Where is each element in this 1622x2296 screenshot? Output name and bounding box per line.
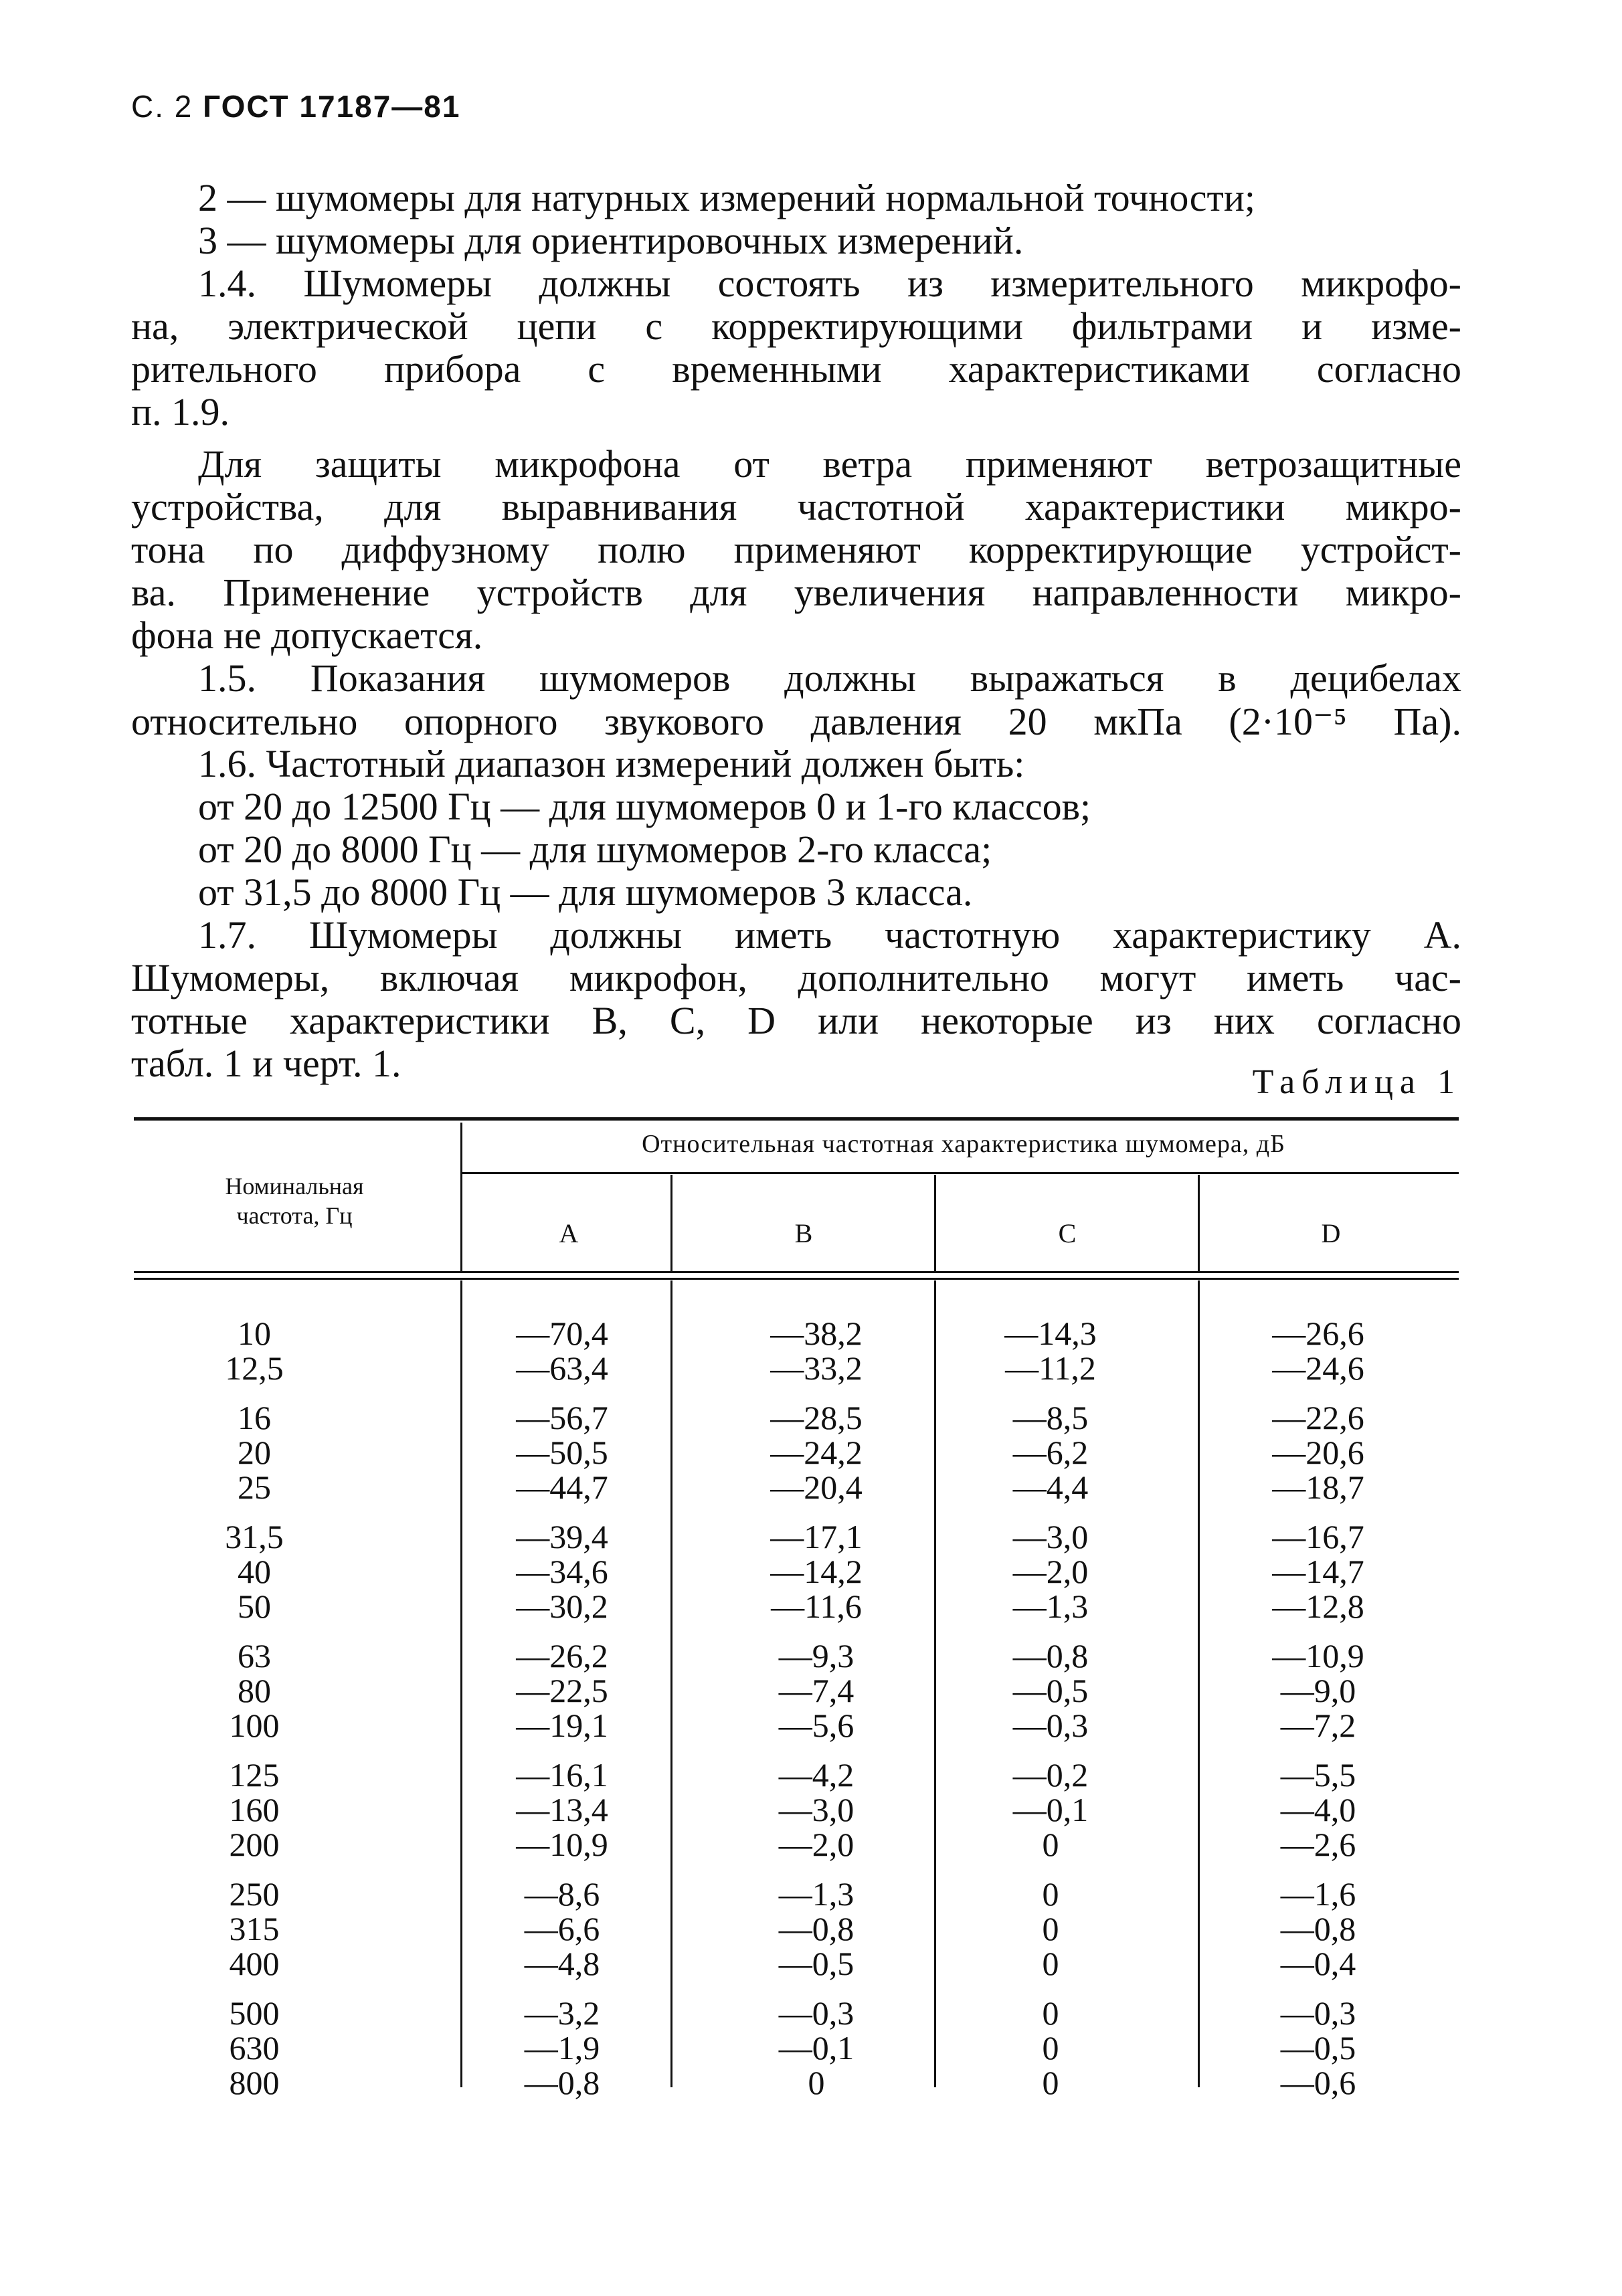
value-b-cell: —11,6 xyxy=(771,1588,862,1625)
frequency-cell: 160 xyxy=(229,1791,280,1828)
table-subheader-rule xyxy=(462,1172,1459,1174)
value-c-cell: —4,4 xyxy=(1012,1468,1089,1506)
header-main: Относительная частотная характеристика шумомера, дБ xyxy=(642,1130,1285,1158)
value-a-cell: —19,1 xyxy=(516,1707,608,1744)
frequency-cell: 400 xyxy=(229,1945,280,1982)
value-b-cell: —5,6 xyxy=(778,1707,854,1744)
value-a-cell: —56,7 xyxy=(516,1399,608,1436)
column-header-b: В xyxy=(794,1218,813,1248)
table-column-divider xyxy=(460,1123,462,1271)
text-line: фона не допускается. xyxy=(131,613,483,657)
value-d-cell: —22,6 xyxy=(1272,1399,1364,1436)
value-b-cell: —2,0 xyxy=(778,1826,854,1863)
value-b-cell: —20,4 xyxy=(770,1468,863,1506)
value-b-cell: —4,2 xyxy=(778,1756,854,1794)
text-line: 2 — шумомеры для натурных измерений нормальной точности; xyxy=(198,176,1256,219)
table-column-divider xyxy=(460,1280,462,2087)
value-d-cell: —0,4 xyxy=(1280,1945,1356,1982)
value-a-cell: —34,6 xyxy=(516,1553,608,1590)
value-c-cell: —0,8 xyxy=(1012,1637,1089,1675)
frequency-cell: 100 xyxy=(229,1707,280,1744)
frequency-cell: 630 xyxy=(229,2029,280,2067)
value-b-cell: —28,5 xyxy=(770,1399,863,1436)
table-caption: Таблица 1 xyxy=(1252,1063,1461,1101)
table-column-divider xyxy=(670,1175,672,1271)
text-line: 1.6. Частотный диапазон измерений должен быть: xyxy=(198,742,1025,785)
frequency-cell: 50 xyxy=(238,1588,271,1625)
value-a-cell: —3,2 xyxy=(524,1994,600,2032)
value-c-cell: —0,3 xyxy=(1012,1707,1089,1744)
value-a-cell: —0,8 xyxy=(524,2064,600,2101)
value-a-cell: —1,9 xyxy=(524,2029,600,2067)
value-d-cell: —26,6 xyxy=(1272,1315,1364,1352)
text-line: ва. Применение устройств для увеличения направленности микро- xyxy=(131,571,1461,614)
header-frequency-line2: частота, Гц xyxy=(236,1202,353,1229)
frequency-cell: 31,5 xyxy=(225,1518,284,1555)
value-d-cell: —4,0 xyxy=(1280,1791,1356,1828)
value-d-cell: —0,3 xyxy=(1280,1994,1356,2032)
value-c-cell: —0,1 xyxy=(1012,1791,1089,1828)
page-number: С. 2 xyxy=(131,89,193,124)
value-b-cell: 0 xyxy=(808,2064,825,2101)
frequency-cell: 800 xyxy=(229,2064,280,2101)
text-line: 1.4. Шумомеры должны состоять из измерительного микрофо- xyxy=(198,262,1461,305)
value-d-cell: —0,5 xyxy=(1280,2029,1356,2067)
column-header-d: D xyxy=(1321,1218,1341,1248)
value-a-cell: —4,8 xyxy=(524,1945,600,1982)
value-c-cell: —6,2 xyxy=(1012,1434,1089,1471)
value-a-cell: —39,4 xyxy=(516,1518,608,1555)
value-c-cell: 0 xyxy=(1042,1875,1059,1913)
value-c-cell: 0 xyxy=(1042,1910,1059,1947)
frequency-cell: 80 xyxy=(238,1672,271,1709)
value-d-cell: —9,0 xyxy=(1280,1672,1356,1709)
frequency-cell: 40 xyxy=(238,1553,271,1590)
frequency-cell: 63 xyxy=(238,1637,271,1675)
value-c-cell: —2,0 xyxy=(1012,1553,1089,1590)
text-line: от 31,5 до 8000 Гц — для шумомеров 3 класса. xyxy=(198,870,973,914)
value-d-cell: —0,8 xyxy=(1280,1910,1356,1947)
value-d-cell: —2,6 xyxy=(1280,1826,1356,1863)
value-d-cell: —16,7 xyxy=(1272,1518,1364,1555)
value-a-cell: —8,6 xyxy=(524,1875,600,1913)
value-a-cell: —6,6 xyxy=(524,1910,600,1947)
value-a-cell: —26,2 xyxy=(516,1637,608,1675)
value-d-cell: —0,6 xyxy=(1280,2064,1356,2101)
page-header xyxy=(131,88,460,124)
value-a-cell: —16,1 xyxy=(516,1756,608,1794)
frequency-cell: 200 xyxy=(229,1826,280,1863)
value-a-cell: —70,4 xyxy=(516,1315,608,1352)
value-c-cell: —1,3 xyxy=(1012,1588,1089,1625)
frequency-cell: 315 xyxy=(229,1910,280,1947)
frequency-cell: 12,5 xyxy=(225,1349,284,1387)
standard-code: ГОСТ 17187—81 xyxy=(203,89,461,124)
frequency-cell: 10 xyxy=(238,1315,271,1352)
text-line: тона по диффузному полю применяют корректирующие устройст- xyxy=(131,528,1461,571)
table-column-divider xyxy=(1198,1175,1200,1271)
value-a-cell: —63,4 xyxy=(516,1349,608,1387)
value-b-cell: —9,3 xyxy=(778,1637,854,1675)
value-c-cell: 0 xyxy=(1042,1826,1059,1863)
value-d-cell: —24,6 xyxy=(1272,1349,1364,1387)
frequency-cell: 125 xyxy=(229,1756,280,1794)
text-line: от 20 до 12500 Гц — для шумомеров 0 и 1-го классов; xyxy=(198,785,1091,828)
value-c-cell: —11,2 xyxy=(1005,1349,1096,1387)
text-line: относительно опорного звукового давления 20 мкПа (2·10⁻⁵ Па). xyxy=(131,700,1461,743)
value-b-cell: —17,1 xyxy=(770,1518,863,1555)
value-d-cell: —7,2 xyxy=(1280,1707,1356,1744)
value-b-cell: —24,2 xyxy=(770,1434,863,1471)
column-header-c: С xyxy=(1058,1218,1077,1248)
value-d-cell: —5,5 xyxy=(1280,1756,1356,1794)
table-column-divider xyxy=(934,1280,936,2087)
table-column-divider xyxy=(670,1280,672,2087)
table-column-divider xyxy=(1198,1280,1200,2087)
header-frequency-line1: Номинальная xyxy=(225,1173,364,1200)
value-b-cell: —0,3 xyxy=(778,1994,854,2032)
frequency-cell: 25 xyxy=(238,1468,271,1506)
text-line: Для защиты микрофона от ветра применяют ветрозащитные xyxy=(198,442,1461,486)
value-a-cell: —22,5 xyxy=(516,1672,608,1709)
value-b-cell: —1,3 xyxy=(778,1875,854,1913)
text-line: Шумомеры, включая микрофон, дополнительно могут иметь час- xyxy=(131,956,1461,999)
value-c-cell: —14,3 xyxy=(1004,1315,1097,1352)
column-header-a: А xyxy=(559,1218,579,1248)
value-b-cell: —0,8 xyxy=(778,1910,854,1947)
value-d-cell: —20,6 xyxy=(1272,1434,1364,1471)
value-c-cell: —0,2 xyxy=(1012,1756,1089,1794)
value-d-cell: —12,8 xyxy=(1272,1588,1364,1625)
value-a-cell: —10,9 xyxy=(516,1826,608,1863)
text-line: рительного прибора с временными характеристиками согласно xyxy=(131,347,1461,391)
value-b-cell: —33,2 xyxy=(770,1349,863,1387)
value-c-cell: 0 xyxy=(1042,1994,1059,2032)
text-line: 3 — шумомеры для ориентировочных измерений. xyxy=(198,219,1024,262)
value-a-cell: —13,4 xyxy=(516,1791,608,1828)
text-line: тотные характеристики В, С, D или некоторые из них согласно xyxy=(131,999,1461,1042)
value-d-cell: —18,7 xyxy=(1272,1468,1364,1506)
text-line: 1.5. Показания шумомеров должны выражаться в децибелах xyxy=(198,656,1461,700)
value-c-cell: —3,0 xyxy=(1012,1518,1089,1555)
value-b-cell: —38,2 xyxy=(770,1315,863,1352)
text-line: от 20 до 8000 Гц — для шумомеров 2-го класса; xyxy=(198,828,992,871)
frequency-cell: 250 xyxy=(229,1875,280,1913)
value-b-cell: —0,5 xyxy=(778,1945,854,1982)
value-c-cell: 0 xyxy=(1042,2064,1059,2101)
frequency-cell: 16 xyxy=(238,1399,271,1436)
value-c-cell: —8,5 xyxy=(1012,1399,1089,1436)
value-d-cell: —14,7 xyxy=(1272,1553,1364,1590)
text-line: 1.7. Шумомеры должны иметь частотную характеристику А. xyxy=(198,913,1461,957)
value-c-cell: —0,5 xyxy=(1012,1672,1089,1709)
value-c-cell: 0 xyxy=(1042,1945,1059,1982)
text-line: п. 1.9. xyxy=(131,390,230,434)
table-top-rule xyxy=(134,1117,1459,1121)
text-line: табл. 1 и черт. 1. xyxy=(131,1042,401,1085)
value-a-cell: —44,7 xyxy=(516,1468,608,1506)
frequency-cell: 20 xyxy=(238,1434,271,1471)
value-b-cell: —3,0 xyxy=(778,1791,854,1828)
value-b-cell: —0,1 xyxy=(778,2029,854,2067)
value-d-cell: —1,6 xyxy=(1280,1875,1356,1913)
frequency-cell: 500 xyxy=(229,1994,280,2032)
table-header-rule xyxy=(134,1278,1459,1280)
table-column-divider xyxy=(934,1175,936,1271)
value-b-cell: —14,2 xyxy=(770,1553,863,1590)
value-d-cell: —10,9 xyxy=(1272,1637,1364,1675)
text-line: на, электрической цепи с корректирующими фильтрами и изме- xyxy=(131,304,1461,348)
value-a-cell: —50,5 xyxy=(516,1434,608,1471)
table-header-rule xyxy=(134,1271,1459,1273)
value-b-cell: —7,4 xyxy=(778,1672,854,1709)
value-c-cell: 0 xyxy=(1042,2029,1059,2067)
value-a-cell: —30,2 xyxy=(516,1588,608,1625)
text-line: устройства, для выравнивания частотной характеристики микро- xyxy=(131,485,1461,529)
